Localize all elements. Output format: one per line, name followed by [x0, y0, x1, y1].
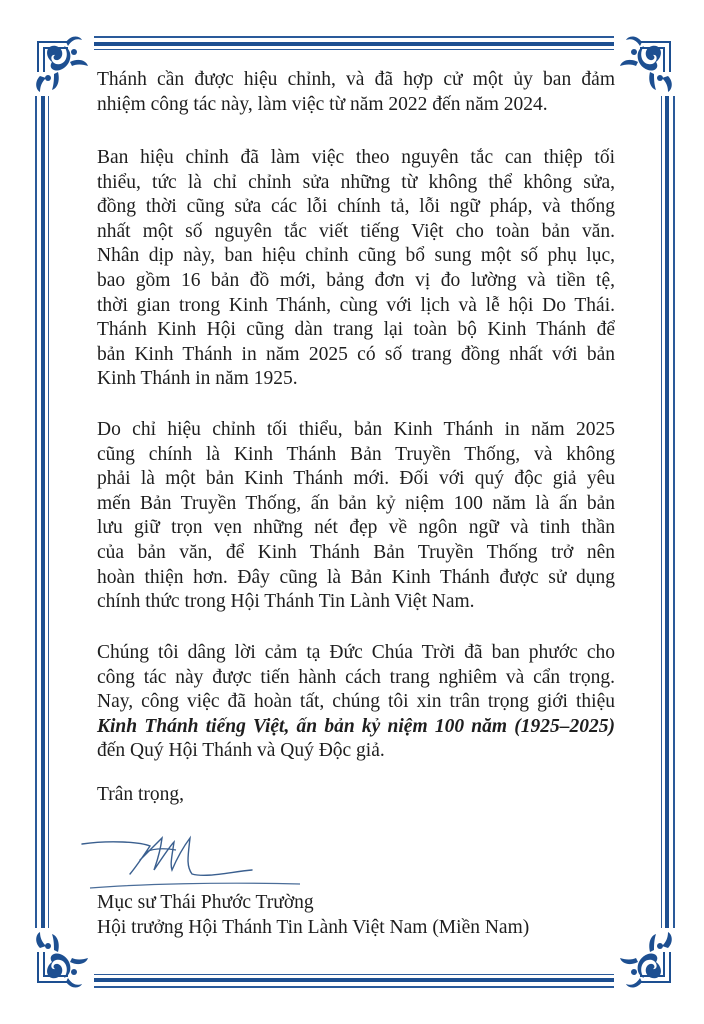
paragraph-4-line: công tác này được tiến hành cách trang nghiêm và cẩn trọng.: [97, 666, 615, 688]
paragraph-2-line: thời gian trong Kinh Thánh, cùng với lịch và lễ hội Do Thái.: [97, 294, 615, 316]
signer-title: Hội trưởng Hội Thánh Tin Lành Việt Nam (Miền Nam): [97, 917, 530, 938]
paragraph-3-line: phải là một bản Kinh Thánh mới. Đối với quý độc giả yêu: [97, 468, 615, 490]
paragraph-3-line: Do chỉ hiệu chỉnh tối thiểu, bản Kinh Thánh in năm 2025: [97, 419, 615, 440]
paragraph-3-line: lưu giữ trọn vẹn những nét đẹp về ngôn ngữ và tinh thần: [97, 517, 615, 539]
paragraph-3-line: của bản văn, để Kinh Thánh Bản Truyền Thống trở nên: [97, 542, 615, 563]
paragraph-4-line: Nay, công việc đã hoàn tất, chúng tôi xin trân trọng giới thiệu: [97, 691, 615, 713]
paragraph-2-line: Nhân dịp này, ban hiệu chỉnh cũng bổ sung một số phụ lục,: [97, 245, 615, 267]
corner-ornament-top-right-icon: [614, 32, 678, 96]
closing: Trân trọng,: [97, 784, 185, 805]
paragraph-3-line: chính thức trong Hội Thánh Tin Lành Việt Nam.: [97, 591, 475, 613]
paragraph-2-line: bao gồm 16 bản đồ mới, bảng đơn vị đo lường và tiền tệ,: [97, 270, 615, 291]
corner-ornament-bottom-left-icon: [30, 928, 94, 992]
paragraph-1-line: nhiệm công tác này, làm việc từ năm 2022 đến năm 2024.: [97, 93, 548, 115]
paragraph-2-line: nhất một số nguyên tắc viết tiếng Việt cho toàn bản văn.: [97, 220, 615, 242]
paragraph-2-line: bản Kinh Thánh in năm 2025 có số trang đồng nhất với bản: [97, 343, 615, 365]
corner-ornament-bottom-right-icon: [614, 928, 678, 992]
paragraph-2-line: thiểu, tức là chỉ chỉnh sửa những từ không thể không sửa,: [97, 171, 615, 193]
paragraph-3-line: hoàn thiện hơn. Đây cũng là Bản Kinh Thánh được sử dụng: [97, 566, 615, 588]
corner-ornament-top-left-icon: [30, 32, 94, 96]
paragraph-2-line: Kinh Thánh in năm 1925.: [97, 368, 298, 390]
paragraph-3-line: cũng chính là Kinh Thánh Bản Truyền Thống, và không: [97, 443, 615, 465]
paragraph-1-line: Thánh cần được hiệu chỉnh, và đã hợp cử một ủy ban đảm: [97, 69, 615, 90]
paragraph-2-line: Ban hiệu chỉnh đã làm việc theo nguyên tắc can thiệp tối: [97, 147, 615, 168]
paragraph-4-line: đến Quý Hội Thánh và Quý Độc giả.: [97, 740, 385, 762]
paragraph-3-line: mến Bản Truyền Thống, ấn bản kỷ niệm 100 năm là ấn bản: [97, 492, 615, 514]
signature: [80, 830, 320, 892]
paragraph-2-line: đồng thời cũng sửa các lỗi chính tả, lỗi ngữ pháp, và thống: [97, 196, 615, 218]
paragraph-4-line: Chúng tôi dâng lời cảm tạ Đức Chúa Trời đã ban phước cho: [97, 642, 615, 663]
paragraph-2-line: Thánh Kinh Hội cũng dàn trang lại toàn bộ Kinh Thánh để: [97, 319, 615, 341]
paragraph-4-line: Kinh Thánh tiếng Việt, ấn bản kỷ niệm 100 năm (1925–2025): [97, 715, 615, 737]
signer-name: Mục sư Thái Phước Trường: [97, 892, 314, 913]
